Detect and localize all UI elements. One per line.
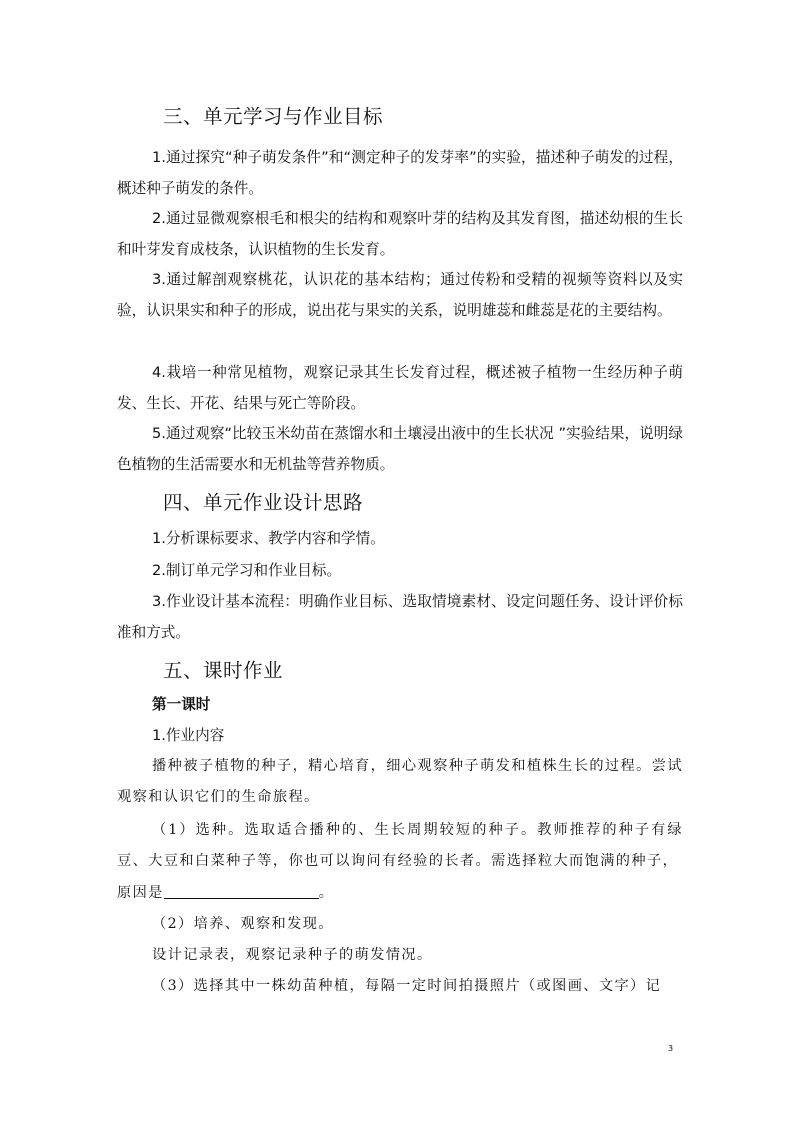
goal-item-3: 3.通过解剖观察桃花，认识花的基本结构；通过传粉和受精的视频等资料以及实验，认识果实和种子的形成，说出花与果实的关系，说明雄蕊和雌蕊是花的主要结构。	[117, 271, 683, 319]
design-heading: 四、单元作业设计思路	[163, 491, 364, 514]
goal-item-2: 2.通过显微观察根毛和根尖的结构和观察叶芽的结构及其发育图，描述幼根的生长和叶芽发育成枝条，认识植物的生长发育。	[117, 210, 683, 258]
homework-intro: 播种被子植物的种子，精心培育，细心观察种子萌发和植株生长的过程。尝试观察和认识它们的生命旅程。	[117, 758, 683, 805]
homework-heading: 五、课时作业	[163, 659, 284, 682]
step2-detail: 设计记录表，观察记录种子的萌发情况。	[152, 947, 433, 963]
step1-reason-suffix: 。	[318, 885, 335, 901]
goals-heading: 三、单元学习与作业目标	[163, 105, 384, 128]
step1-reason-line	[117, 878, 683, 909]
goal-item-4: 4.栽培一种常见植物，观察记录其生长发育过程，概述被子植物一生经历种子萌发、生长、开花、结果与死亡等阶段。	[117, 364, 683, 412]
design-item-2: 2.制订单元学习和作业目标。	[152, 562, 342, 579]
goal-item-5: 5.通过观察“比较玉米幼苗在蒸馏水和土壤浸出液中的生长状况 ”实验结果，说明绿色植物的生活需要水和无机盐等营养物质。	[117, 425, 683, 473]
step1-text: （1）选种。选取适合播种的、生长周期较短的种子。教师推荐的种子有绿豆、大豆和白菜种子等，你也可以询问有经验的长者。需选择粒大而饱满的种子，	[117, 822, 683, 869]
step3-text: （3）选择其中一株幼苗种植，每隔一定时间拍摄照片（或图画、文字）记	[152, 978, 662, 994]
page-number: 3	[668, 1044, 674, 1053]
goal-item-1: 1.通过探究“种子萌发条件”和“测定种子的发芽率”的实验，描述种子萌发的过程，概述种子萌发的条件。	[117, 149, 683, 197]
step1-reason-prefix: 原因是	[117, 885, 164, 901]
content-title: 1.作业内容	[152, 727, 225, 744]
design-item-3: 3.作业设计基本流程：明确作业目标、选取情境素材、设定问题任务、设计评价标准和方式。	[117, 593, 683, 641]
design-item-1: 1.分析课标要求、教学内容和学情。	[152, 530, 385, 547]
lesson-title: 第一课时	[152, 696, 211, 713]
step2-text: （2）培养、观察和发现。	[152, 916, 334, 932]
answer-blank[interactable]	[164, 882, 319, 899]
